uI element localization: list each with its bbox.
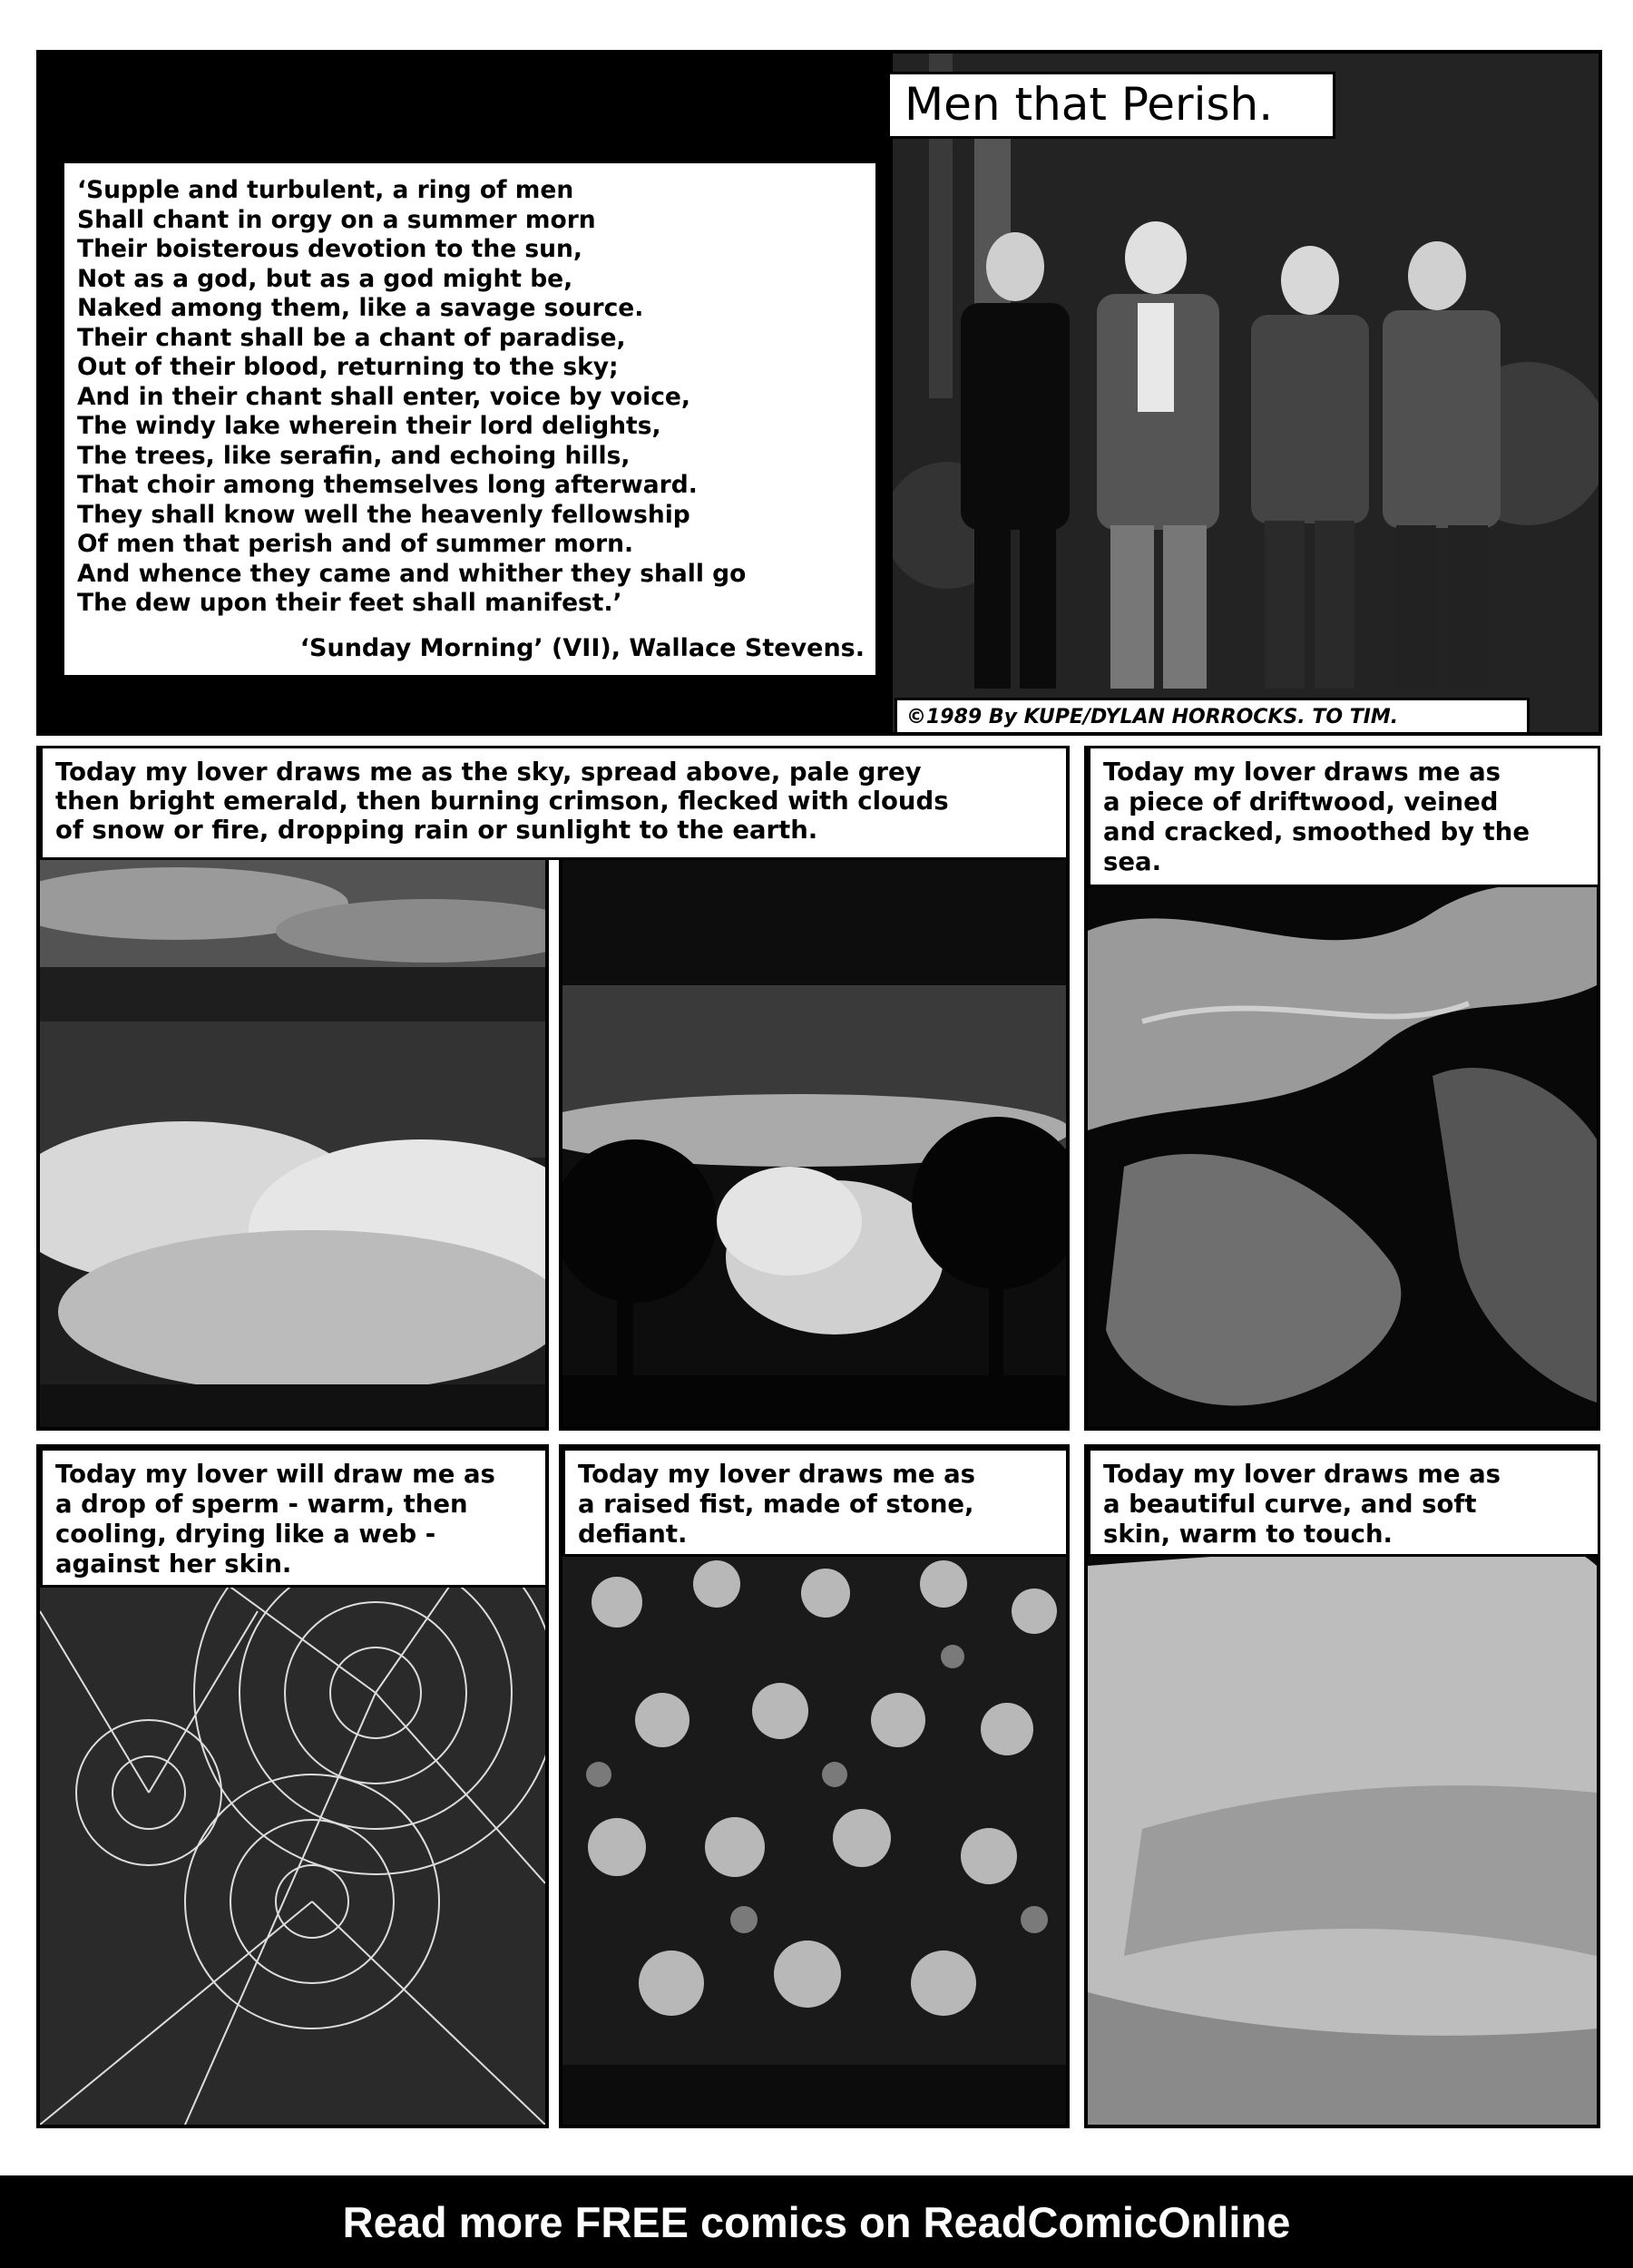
poem-attribution: ‘Sunday Morning’ (VII), Wallace Stevens.	[299, 634, 865, 662]
page-title: Men that Perish.	[887, 72, 1335, 139]
sperm-caption: Today my lover will draw me as a drop of sperm - warm, then cooling, drying like a web - against her skin.	[40, 1448, 548, 1588]
curve-caption: Today my lover draws me as a beautiful curve, and soft skin, warm to touch.	[1088, 1448, 1600, 1557]
sky-caption: Today my lover draws me as the sky, spread above, pale grey then bright emerald, then burning crimson, flecked with clouds of snow or fire, dropping rain or sunlight to the earth.	[40, 746, 1069, 860]
fist-caption: Today my lover draws me as a raised fist, made of stone, defiant.	[562, 1448, 1069, 1557]
poem-text: ‘Supple and turbulent, a ring of men Shall chant in orgy on a summer morn Their boisterous devotion to the sun, Not as a god, but as a god might be, Naked among them, like a savage source. Their chant shall be a chant of paradise, Out of their blood, returning to the sky; And in their chant shall enter, voice by voice, The windy lake wherein their lord delights, The trees, like serafin, and echoing hills, That choir among themselves long afterward. They shall know well the heavenly fellowship Of men that perish and of summer morn. And whence they came and whither they shall go The dew upon their feet shall manifest.’	[77, 176, 747, 617]
young-men-photo	[893, 54, 1600, 736]
top-panel	[36, 50, 1602, 736]
driftwood-caption: Today my lover draws me as a piece of driftwood, veined and cracked, smoothed by the sea.	[1088, 746, 1600, 887]
poem-box	[62, 161, 878, 678]
copyright-note: ©1989 By KUPE/DYLAN HORROCKS. TO TIM.	[895, 698, 1530, 736]
read-more-banner[interactable]: Read more FREE comics on ReadComicOnline	[0, 2175, 1633, 2268]
